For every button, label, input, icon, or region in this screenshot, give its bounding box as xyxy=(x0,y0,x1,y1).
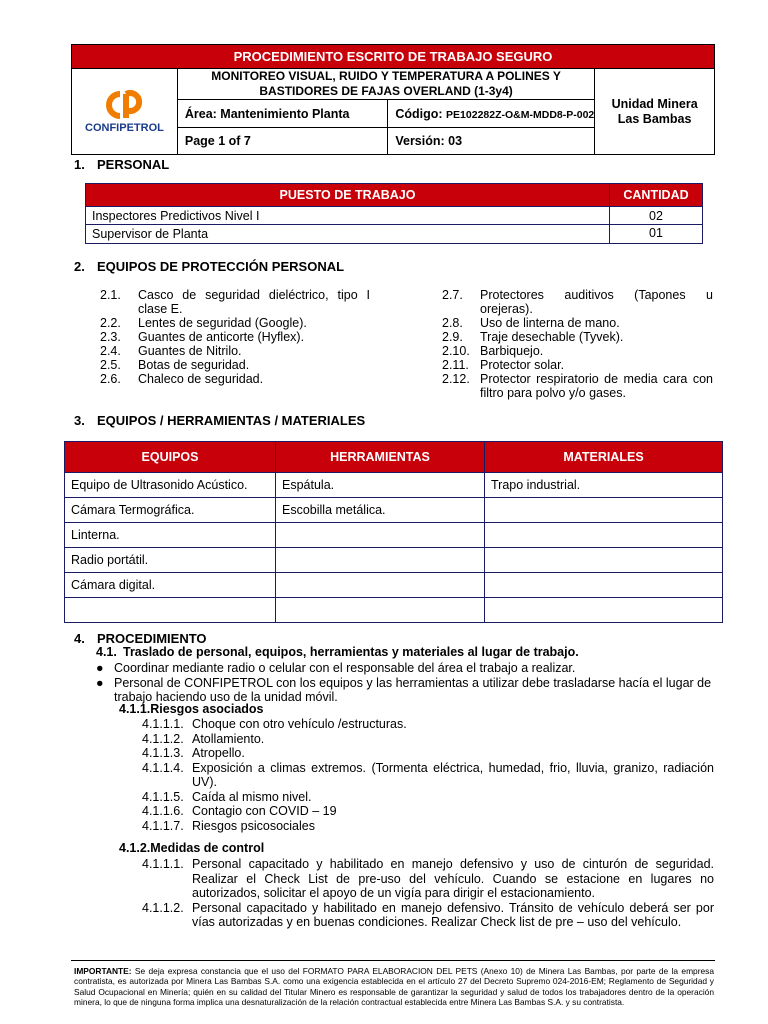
section-number: 1. xyxy=(74,157,85,172)
item-number: 2.5. xyxy=(100,358,121,372)
item-number: 2.11. xyxy=(442,358,469,372)
document-header xyxy=(71,44,715,155)
code-label: Código: xyxy=(395,106,443,121)
table-cell xyxy=(485,598,723,623)
list-item xyxy=(100,358,370,372)
list-item xyxy=(88,676,714,705)
item-number: 2.10. xyxy=(442,344,470,358)
item-text: Riesgos psicosociales xyxy=(192,818,315,833)
item-number: 4.1.1.4. xyxy=(142,760,184,775)
table-cell: Linterna. xyxy=(65,523,276,548)
table-cell xyxy=(276,548,485,573)
bullet-icon: ● xyxy=(96,661,104,675)
list-item xyxy=(142,732,714,747)
item-text: Personal de CONFIPETROL con los equipos y las herramientas a utilizar debe trasladarse hacía el lugar de trabajo haciendo uso de la unidad móvil. xyxy=(114,675,712,704)
version-label: Versión: 03 xyxy=(388,128,595,155)
item-text: Botas de seguridad. xyxy=(138,358,250,372)
table-row xyxy=(86,207,703,225)
item-number: 4.1.1.7. xyxy=(142,818,184,833)
table-row xyxy=(65,548,723,573)
item-text: Personal capacitado y habilitado en manejo defensivo y uso de cinturón de seguridad. Realizar el Check List de pre-uso del vehículo. Cuando se estacione en lugares no autorizados, solicitar el apoyo de un vigía para dirigir el estacionamiento. xyxy=(192,857,714,900)
controls-heading: 4.1.2.Medidas de control xyxy=(119,841,265,855)
footer-label: IMPORTANTE: xyxy=(74,966,132,976)
bullet-icon: ● xyxy=(96,675,104,690)
list-item xyxy=(142,857,714,901)
item-number: 4.1.1.2. xyxy=(142,900,184,915)
section-title: EQUIPOS / HERRAMIENTAS / MATERIALES xyxy=(97,413,366,428)
personal-table xyxy=(85,183,703,244)
table-cell: 02 xyxy=(610,207,703,225)
footer-divider xyxy=(71,960,715,961)
epp-list-right xyxy=(442,288,713,400)
item-text: Guantes de anticorte (Hyflex). xyxy=(138,330,305,344)
list-item xyxy=(100,372,370,386)
section-number: 2. xyxy=(74,259,85,274)
table-row xyxy=(65,598,723,623)
table-cell: Espátula. xyxy=(276,473,485,498)
item-text: Casco de seguridad dieléctrico, tipo I clase E. xyxy=(138,288,370,316)
table-cell: Equipo de Ultrasonido Acústico. xyxy=(65,473,276,498)
logo-text: CONFIPETROL xyxy=(85,121,164,134)
table-cell xyxy=(276,523,485,548)
item-number: 2.7. xyxy=(442,288,463,302)
table-cell xyxy=(65,598,276,623)
unit-name: Unidad Minera Las Bambas xyxy=(595,69,715,155)
table-header: EQUIPOS xyxy=(65,442,276,473)
section-equipment-heading xyxy=(74,413,365,428)
document-title: PROCEDIMIENTO ESCRITO DE TRABAJO SEGURO xyxy=(72,45,715,69)
table-cell: Cámara Termográfica. xyxy=(65,498,276,523)
item-number: 4.1.1.1. xyxy=(142,717,184,731)
code-value: PE102282Z-O&M-MDD8-P-002 xyxy=(446,108,595,121)
item-text: Uso de linterna de mano. xyxy=(480,316,620,330)
item-text: Contagio con COVID – 19 xyxy=(192,804,337,818)
list-item xyxy=(142,761,714,790)
section-title: PROCEDIMIENTO xyxy=(97,631,207,646)
list-item xyxy=(142,804,714,819)
list-item xyxy=(142,746,714,761)
table-row xyxy=(65,573,723,598)
section-epp-heading xyxy=(74,259,344,274)
table-cell xyxy=(485,498,723,523)
list-item xyxy=(442,330,713,344)
table-cell xyxy=(276,573,485,598)
procedure-bullets xyxy=(88,661,714,705)
item-number: 4.1.1.1. xyxy=(142,857,184,871)
item-text: Caída al mismo nivel. xyxy=(192,789,312,804)
list-item xyxy=(100,330,370,344)
item-number: 4.1.1.2. xyxy=(142,731,184,746)
table-row xyxy=(65,473,723,498)
equipment-table xyxy=(64,441,723,623)
item-number: 2.2. xyxy=(100,316,121,330)
list-item xyxy=(442,344,713,358)
code-cell xyxy=(388,100,595,128)
item-number: 2.1. xyxy=(100,288,121,302)
table-cell xyxy=(485,548,723,573)
section-procedure-heading xyxy=(74,631,207,646)
list-item xyxy=(442,372,713,400)
list-item xyxy=(442,358,713,372)
logo-cell xyxy=(72,69,178,155)
table-cell xyxy=(276,598,485,623)
item-number: 4.1.1.6. xyxy=(142,804,184,818)
item-text: Atropello. xyxy=(192,746,245,760)
footer-text: Se deja expresa constancia que el uso del FORMATO PARA ELABORACION DEL PETS (Anexo 10) de Minera Las Bambas, por parte de la empresa contratista, es autorizada por Minera Las Bambas S.A. como una exigencia establecida en el artículo 27 del Decreto Supremo 024-2016-EM; Reglamento de Seguridad y Salud Ocupacional en Minería; quién en su calidad del Titular Minero es responsable de garantizar la seguridad y salud de todos los trabajadores dentro de la operación minera, lo que de ninguna forma implica una desnaturalización de la relación contractual establecida entre Minera Las Bambas S.A. y su contratista. xyxy=(74,966,714,1007)
item-text: Chaleco de seguridad. xyxy=(138,372,264,386)
section-personal-heading xyxy=(74,157,169,172)
table-header: HERRAMIENTAS xyxy=(276,442,485,473)
item-text: Protectores auditivos (Tapones u orejeras). xyxy=(480,288,713,316)
list-item xyxy=(100,288,370,316)
table-cell: Supervisor de Planta xyxy=(86,225,610,244)
item-number: 2.4. xyxy=(100,344,121,358)
page-number: Page 1 of 7 xyxy=(177,128,387,155)
item-text: Lentes de seguridad (Google). xyxy=(138,316,307,330)
item-text: Coordinar mediante radio o celular con el responsable del área el trabajo a realizar. xyxy=(114,661,576,675)
item-number: 2.12. xyxy=(442,372,470,386)
controls-list xyxy=(142,857,714,930)
item-number: 4.1.1.3. xyxy=(142,746,184,760)
table-row xyxy=(65,498,723,523)
table-cell: Inspectores Predictivos Nivel I xyxy=(86,207,610,225)
table-cell: 01 xyxy=(610,225,703,244)
table-row xyxy=(86,225,703,244)
list-item xyxy=(442,288,713,316)
list-item xyxy=(142,819,714,834)
list-item xyxy=(100,344,370,358)
confipetrol-logo-icon xyxy=(104,90,144,120)
item-text: Exposición a climas extremos. (Tormenta eléctrica, humedad, frio, lluvia, granizo, radiación UV). xyxy=(192,760,714,789)
table-row xyxy=(65,523,723,548)
list-item xyxy=(100,316,370,330)
area-label: Área: Mantenimiento Planta xyxy=(177,100,387,128)
risks-list xyxy=(142,717,714,833)
item-number: 2.8. xyxy=(442,316,463,330)
list-item xyxy=(88,661,714,676)
epp-list-left xyxy=(100,288,370,386)
item-text: Barbiquejo. xyxy=(480,344,544,358)
section-title: PERSONAL xyxy=(97,157,170,172)
subsection-number: 4.1. xyxy=(96,645,117,659)
subsection-heading xyxy=(96,645,579,659)
item-number: 4.1.1.5. xyxy=(142,789,184,804)
subsection-title: Traslado de personal, equipos, herramientas y materiales al lugar de trabajo. xyxy=(123,645,579,659)
list-item xyxy=(142,790,714,805)
table-header: CANTIDAD xyxy=(610,184,703,207)
table-cell: Trapo industrial. xyxy=(485,473,723,498)
risks-heading: 4.1.1.Riesgos asociados xyxy=(119,702,264,716)
item-number: 2.6. xyxy=(100,372,121,386)
section-number: 4. xyxy=(74,631,85,646)
table-header: MATERIALES xyxy=(485,442,723,473)
section-title: EQUIPOS DE PROTECCIÓN PERSONAL xyxy=(97,259,345,274)
item-text: Personal capacitado y habilitado en manejo defensivo. Tránsito de vehículo deberá ser por vías autorizadas y en buenas condiciones. Realizar Check list de pre – uso del vehículo. xyxy=(192,900,714,929)
table-cell xyxy=(485,573,723,598)
list-item xyxy=(142,717,714,732)
list-item xyxy=(442,316,713,330)
procedure-title: MONITOREO VISUAL, RUIDO Y TEMPERATURA A POLINES Y BASTIDORES DE FAJAS OVERLAND (1-3y4) xyxy=(177,69,594,100)
table-header: PUESTO DE TRABAJO xyxy=(86,184,610,207)
footer-notice xyxy=(74,966,714,1007)
table-cell: Escobilla metálica. xyxy=(276,498,485,523)
item-text: Protector respiratorio de media cara con filtro para polvo y/o gases. xyxy=(480,372,713,400)
item-text: Atollamiento. xyxy=(192,731,265,746)
table-cell: Cámara digital. xyxy=(65,573,276,598)
list-item xyxy=(142,901,714,930)
item-text: Guantes de Nitrilo. xyxy=(138,344,242,358)
table-cell: Radio portátil. xyxy=(65,548,276,573)
section-number: 3. xyxy=(74,413,85,428)
item-number: 2.3. xyxy=(100,330,121,344)
item-text: Traje desechable (Tyvek). xyxy=(480,330,624,344)
item-text: Choque con otro vehículo /estructuras. xyxy=(192,717,407,731)
table-cell xyxy=(485,523,723,548)
item-number: 2.9. xyxy=(442,330,463,344)
item-text: Protector solar. xyxy=(480,358,565,372)
